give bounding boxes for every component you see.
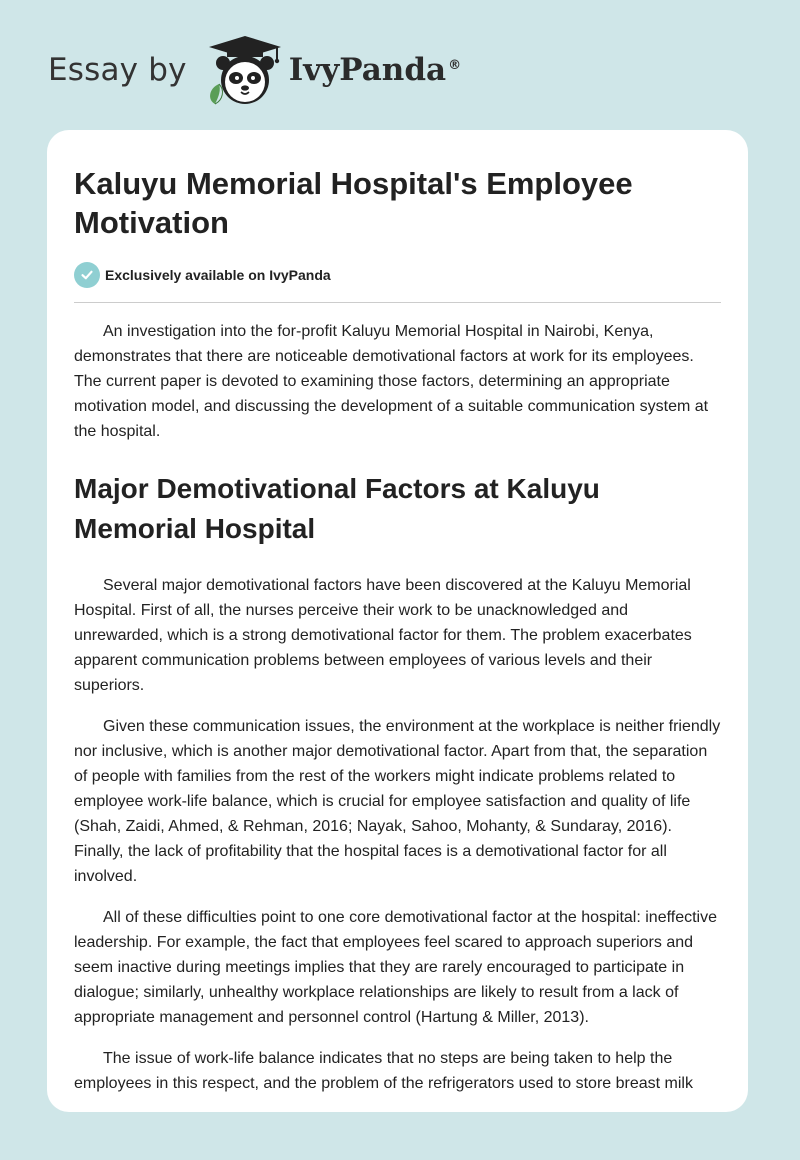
exclusive-badge [74, 262, 721, 288]
checkmark-badge-icon [74, 262, 100, 288]
divider [74, 302, 721, 303]
body-paragraph: All of these difficulties point to one core demotivational factor at the hospital: ineffective leadership. For example, the fact that employees feel scared to approach superiors and seem inactive during meetings implies that they are rarely encouraged to participate in dialogue; similarly, unhealthy workplace relationships are likely to result from a lack of appropriate management and personnel control (Hartung & Miller, 2013). [74, 909, 717, 1026]
brand-name[interactable]: IvyPanda ® [288, 52, 462, 88]
essay-card [47, 130, 748, 1112]
section-heading: Major Demotivational Factors at Kaluyu Memorial Hospital [74, 473, 600, 544]
essay-title: Kaluyu Memorial Hospital's Employee Motivation [74, 166, 633, 240]
site-header [48, 30, 461, 110]
body-paragraph: Given these communication issues, the environment at the workplace is neither friendly nor inclusive, which is another major demotivational factor. Apart from that, the separation of people with families from the rest of the workers might indicate problems related to employee work-life balance, which is crucial for employee satisfaction and quality of life (Shah, Zaidi, Ahmed, & Rehman, 2016; Nayak, Sahoo, Mohanty, & Sundaray, 2016). Finally, the lack of profitability that the hospital faces is a demotivational factor for all involved. [74, 718, 721, 885]
exclusive-label: Exclusively available on IvyPanda [105, 267, 331, 283]
body-paragraph: Several major demotivational factors have been discovered at the Kaluyu Memorial Hospital. First of all, the nurses perceive their work to be unacknowledged and unrewarded, which is a strong demotivational factor for them. The problem exacerbates apparent communication problems between employees of various levels and their superiors. [74, 577, 692, 694]
registered-mark: ® [448, 57, 462, 73]
panda-graduate-logo-icon[interactable] [205, 30, 285, 110]
body-paragraph: The issue of work-life balance indicates that no steps are being taken to help the employees in this respect, and the problem of the refrigerators used to store breast milk [74, 1050, 693, 1092]
essay-content [47, 130, 748, 1096]
intro-paragraph: An investigation into the for-profit Kaluyu Memorial Hospital in Nairobi, Kenya, demonstrates that there are noticeable demotivational factors at work for its employees. The current paper is devoted to examining those factors, determining an appropriate motivation model, and discussing the development of a suitable communication system at the hospital. [74, 323, 709, 440]
brand-prefix: Essay by [48, 52, 187, 88]
